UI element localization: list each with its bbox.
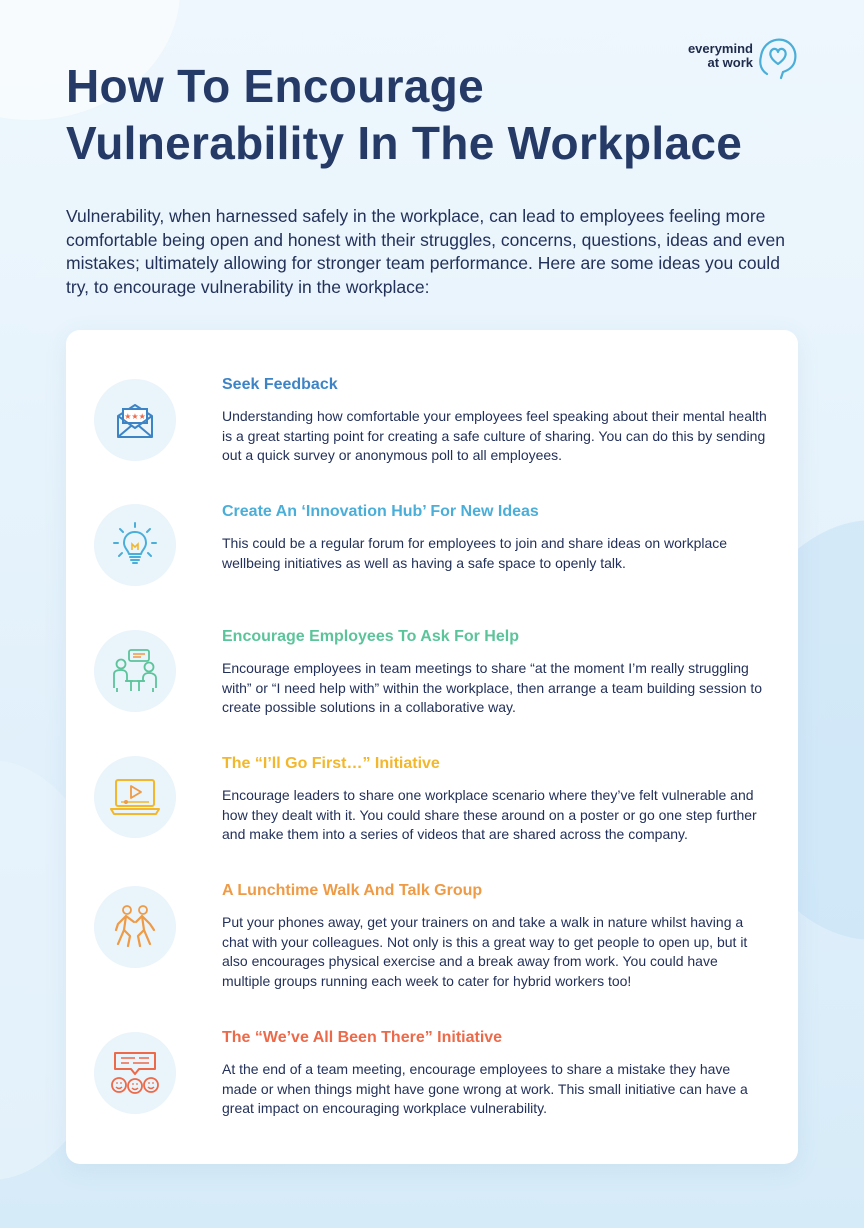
ideas-card [66,330,798,1164]
title-line-2: Vulnerability In The Workplace [66,117,743,169]
idea-body: Put your phones away, get your trainers on and take a walk in nature whilst having a chat with your colleagues. Not only is this a great way to get people to open up, but it also encourages physical exercise and a break away from work. You could have multiple groups running each week to cater for hybrid workers too! [222,914,748,989]
icon-badge [94,504,176,586]
idea-title: Seek Feedback [222,376,338,393]
video-laptop-icon [108,776,162,818]
logo-line-1: everymind [687,41,753,56]
icon-badge [94,379,176,461]
smiley-chat-icon [107,1050,163,1096]
idea-body: This could be a regular forum for employees to join and share ideas on workplace wellbeing initiatives as well as having a safe space to openly talk. [222,535,728,571]
icon-badge [94,756,176,838]
idea-body: Encourage leaders to share one workplace scenario where they’ve felt vulnerable and how they dealt with it. You could share these around on a poster or go one step further and make them into a series of videos that are shared across the company. [222,787,757,842]
idea-title: The “I’ll Go First…” Initiative [222,755,440,772]
idea-body: Understanding how comfortable your employees feel speaking about their mental health is a great starting point for creating a safe culture of sharing. You can do this by sending out a quick survey or anonymous poll to all employees. [222,408,767,463]
idea-title: Create An ‘Innovation Hub’ For New Ideas [222,503,539,520]
envelope-survey-icon [112,397,158,443]
team-meeting-icon [109,648,161,694]
idea-body: At the end of a team meeting, encourage employees to share a mistake they have made or when things might have gone wrong at work. This small initiative can have a great impact on encouraging workplace vulnerability. [222,1061,748,1116]
walking-people-icon [110,902,160,952]
idea-body: Encourage employees in team meetings to share “at the moment I’m really struggling with” or “I need help with” within the workplace, then arrange a team building session to create possible solutions in a collaborative way. [222,660,763,715]
idea-title: A Lunchtime Walk And Talk Group [222,882,483,899]
idea-title: Encourage Employees To Ask For Help [222,628,519,645]
logo-line-2: at work [707,55,753,70]
icon-badge [94,630,176,712]
icon-badge [94,886,176,968]
intro-paragraph: Vulnerability, when harnessed safely in the workplace, can lead to employees feeling more comfortable being open and honest with their struggles, concerns, questions, ideas and even mistakes; ultimately allowing for stronger team performance. Here are some ideas you could try, to encourage vulnerability in the workplace: [66,206,785,297]
lightbulb-icon [110,520,160,570]
page-title [66,55,826,172]
idea-title: The “We’ve All Been There” Initiative [222,1029,503,1046]
title-line-1: How To Encourage [66,60,484,112]
icon-badge [94,1032,176,1114]
svg-text:★★★: ★★★ [124,412,146,421]
